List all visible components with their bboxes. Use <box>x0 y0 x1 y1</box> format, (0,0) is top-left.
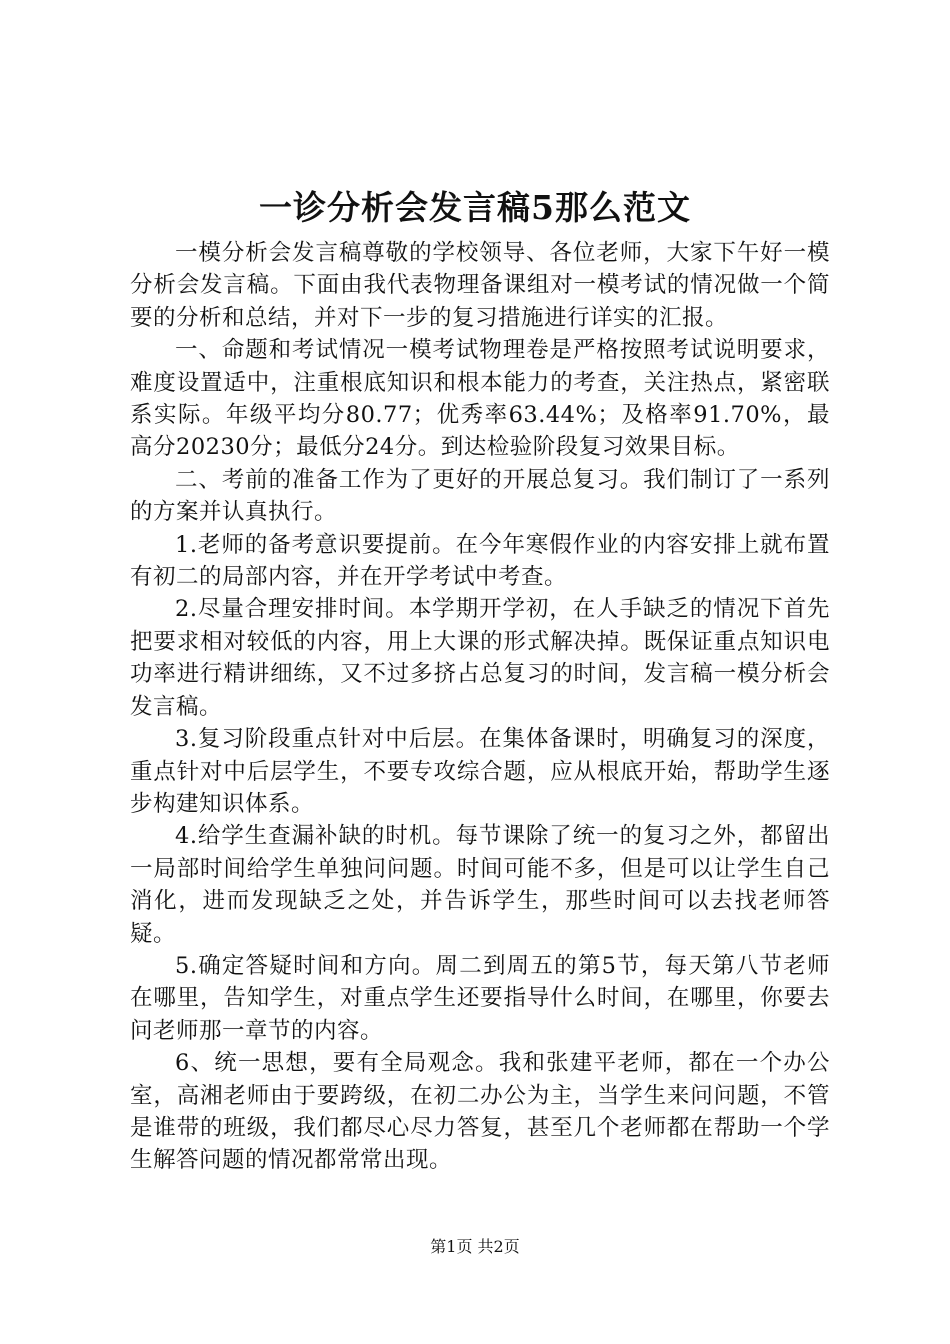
page-footer: 第1页 共2页 <box>430 1237 520 1256</box>
paragraph-item-5: 5.确定答疑时间和方向。周二到周五的第5节，每天第八节老师在哪里，告知学生，对重点学生还要指导什么时间，在哪里，你要去问老师那一章节的内容。 <box>130 952 830 1044</box>
paragraph-section-1: 一、命题和考试情况一模考试物理卷是严格按照考试说明要求，难度设置适中，注重根底知识和根本能力的考查，关注热点，紧密联系实际。年级平均分80.77；优秀率63.44%；及格率91.70%，最高分20230分；最低分24分。到达检验阶段复习效果目标。 <box>130 337 830 461</box>
document-title: 一诊分析会发言稿5那么范文 <box>259 188 691 227</box>
paragraph-intro: 一模分析会发言稿尊敬的学校领导、各位老师，大家下午好一模分析会发言稿。下面由我代表物理备课组对一模考试的情况做一个简要的分析和总结，并对下一步的复习措施进行详实的汇报。 <box>130 240 830 331</box>
paragraph-item-2: 2.尽量合理安排时间。本学期开学初，在人手缺乏的情况下首先把要求相对较低的内容，用上大课的形式解决掉。既保证重点知识电功率进行精讲细练，又不过多挤占总复习的时间，发言稿一模分析会发言稿。 <box>130 596 830 720</box>
paragraph-item-3: 3.复习阶段重点针对中后层。在集体备课时，明确复习的深度，重点针对中后层学生，不要专攻综合题，应从根底开始，帮助学生逐步构建知识体系。 <box>130 726 830 817</box>
paragraph-section-2: 二、考前的准备工作为了更好的开展总复习。我们制订了一系列的方案并认真执行。 <box>130 466 830 526</box>
paragraph-item-6: 6、统一思想，要有全局观念。我和张建平老师，都在一个办公室，高湘老师由于要跨级，在初二办公为主，当学生来问问题，不管是谁带的班级，我们都尽心尽力答复，甚至几个老师都在帮助一个学生解答问题的情况都常常出现。 <box>130 1050 830 1174</box>
paragraph-item-4: 4.给学生查漏补缺的时机。每节课除了统一的复习之外，都留出一局部时间给学生单独问问题。时间可能不多，但是可以让学生自己消化，进而发现缺乏之处，并告诉学生，那些时间可以去找老师答疑。 <box>130 823 830 947</box>
paragraph-item-1: 1.老师的备考意识要提前。在今年寒假作业的内容安排上就布置有初二的局部内容，并在开学考试中考查。 <box>130 531 830 591</box>
document-body <box>130 237 830 1177</box>
